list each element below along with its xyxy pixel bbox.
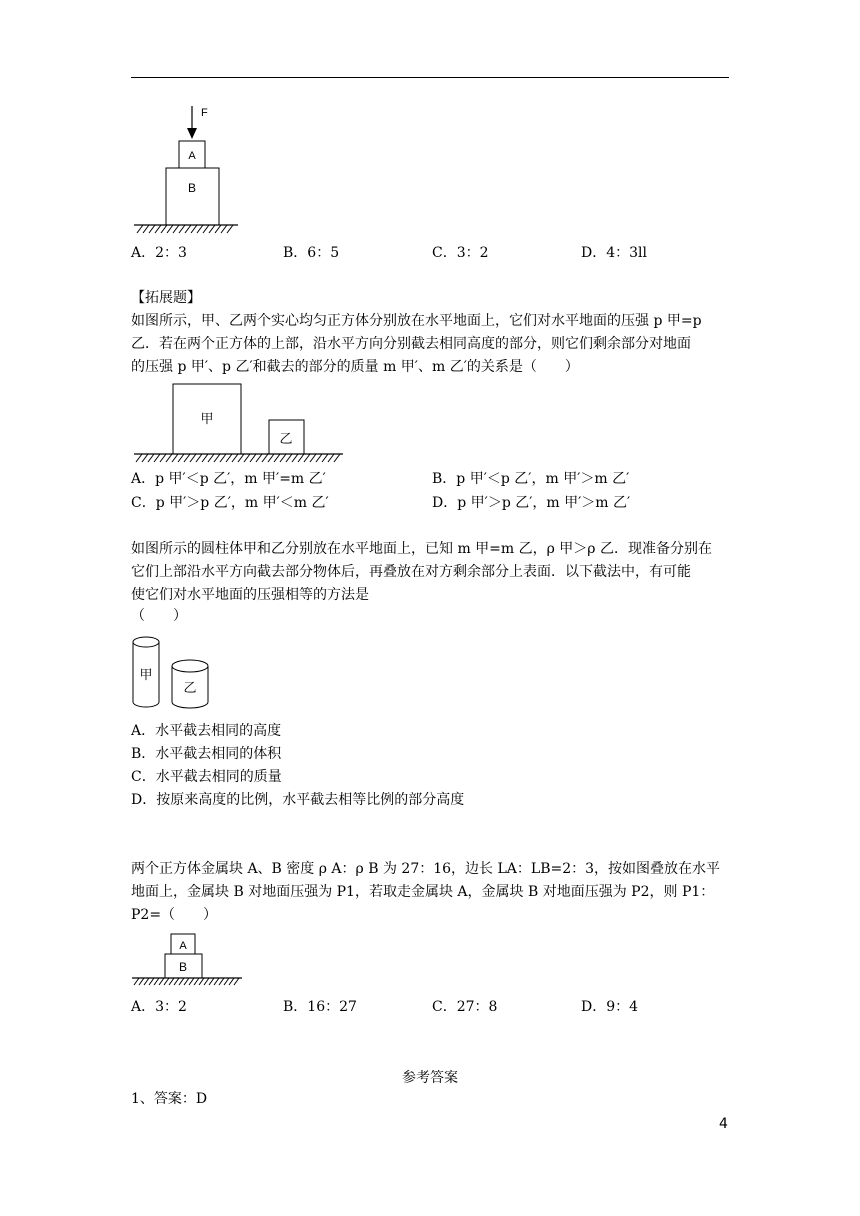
option-d: D．按原来高度的比例，水平截去相等比例的部分高度: [131, 792, 465, 808]
block-a-label: A: [179, 940, 187, 952]
answers-title: 参考答案: [402, 1070, 458, 1086]
extension-heading: 【拓展题】: [131, 290, 201, 306]
option-a: A．3：2: [131, 999, 187, 1015]
option-b: B．16：27: [283, 999, 357, 1015]
option-b: B．p 甲′＜p 乙′，m 甲′＞m 乙′: [432, 471, 630, 487]
figure-cylinders: [128, 632, 218, 712]
force-label: F: [201, 107, 208, 119]
block-a-label: A: [188, 150, 196, 162]
question-line: 如图所示的圆柱体甲和乙分别放在水平地面上，已知 m 甲=m 乙，ρ 甲＞ρ 乙．现准备分别在: [131, 541, 712, 557]
figure-stacked-blocks: [130, 930, 245, 990]
cylinder-yi-label: 乙: [183, 681, 197, 696]
option-a: A．p 甲′＜p 乙′，m 甲′=m 乙′: [131, 471, 326, 487]
cube-jia-label: 甲: [200, 412, 214, 427]
answer-1: 1、答案：D: [131, 1091, 208, 1107]
option-d: D．4：3ll: [581, 245, 647, 261]
option-c: C．水平截去相同的质量: [131, 769, 282, 785]
question-line: P2=（ ）: [131, 907, 218, 923]
block-b-label: B: [178, 960, 188, 974]
question-line: 使它们对水平地面的压强相等的方法是: [131, 587, 369, 603]
block-b-label: B: [187, 181, 197, 195]
question-line: （ ）: [131, 608, 187, 624]
header-rule: [131, 77, 729, 78]
question-line: 两个正方体金属块 A、B 密度 ρ A：ρ B 为 27：16，边长 LA：LB=2：3，按如图叠放在水平: [131, 861, 721, 877]
option-c: C．27：8: [432, 999, 498, 1015]
page-number: 4: [719, 1116, 728, 1132]
question-line: 它们上部沿水平方向截去部分物体后，再叠放在对方剩余部分上表面．以下截法中，有可能: [131, 564, 691, 580]
cylinder-jia-label: 甲: [139, 668, 153, 683]
option-c: C．3：2: [432, 245, 489, 261]
question-line: 地面上，金属块 B 对地面压强为 P1，若取走金属块 A，金属块 B 对地面压强为 P2，则 P1：: [131, 884, 715, 900]
option-d: D．9：4: [581, 999, 639, 1015]
option-a: A．水平截去相同的高度: [131, 723, 282, 739]
question-line: 如图所示，甲、乙两个实心均匀正方体分别放在水平地面上，它们对水平地面的压强 p 甲=p: [131, 313, 702, 329]
cube-yi-label: 乙: [279, 432, 293, 447]
figure-cubes-jia-yi: [131, 380, 346, 464]
option-c: C．p 甲′＞p 乙′，m 甲′＜m 乙′: [131, 495, 329, 511]
option-a: A．2：3: [131, 245, 187, 261]
option-b: B．水平截去相同的体积: [131, 746, 282, 762]
figure-force-blocks: [131, 100, 241, 240]
option-d: D．p 甲′＞p 乙′，m 甲′＞m 乙′: [432, 495, 631, 511]
question-line: 乙．若在两个正方体的上部，沿水平方向分别截去相同高度的部分，则它们剩余部分对地面: [131, 336, 691, 352]
question-line: 的压强 p 甲′、p 乙′和截去的部分的质量 m 甲′、m 乙′的关系是（ ）: [131, 359, 579, 375]
option-b: B．6：5: [283, 245, 340, 261]
